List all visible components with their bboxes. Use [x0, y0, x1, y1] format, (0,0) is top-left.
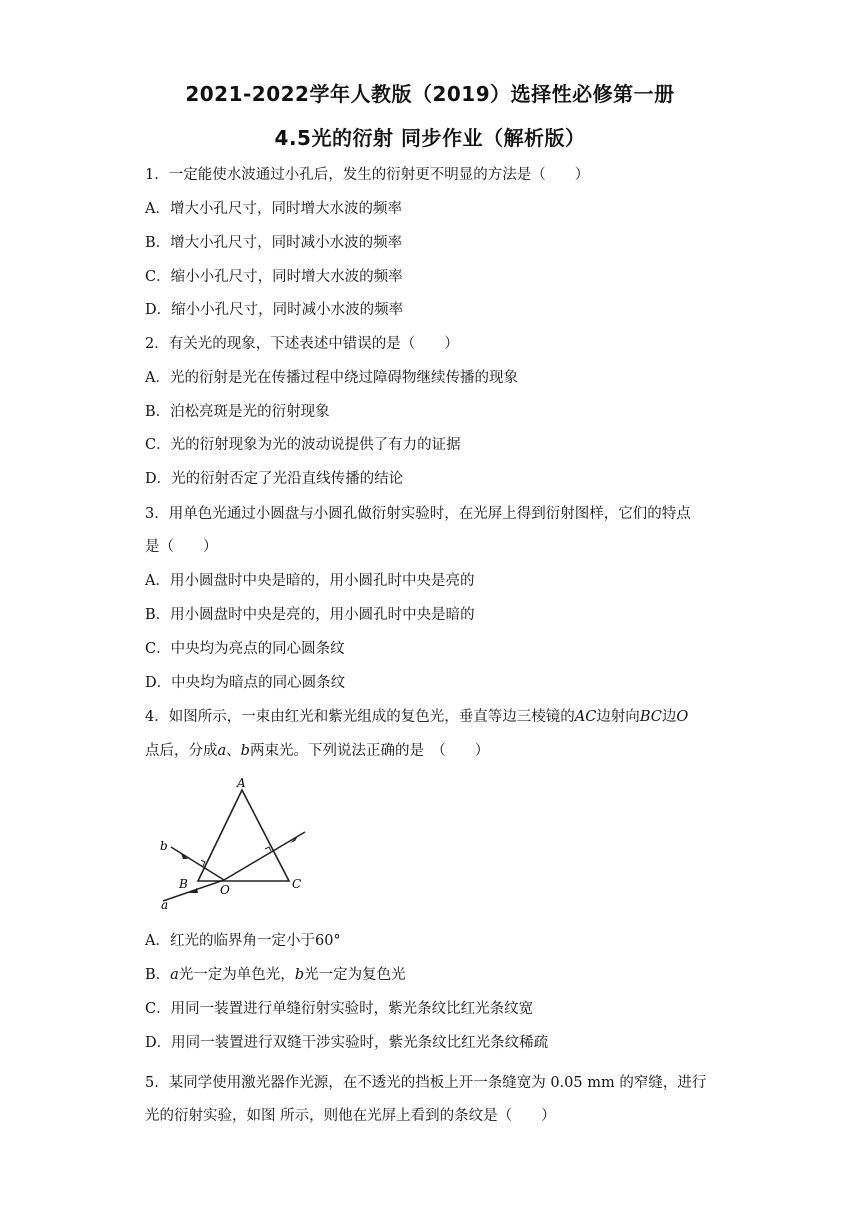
q3-stem-line1: 3．用单色光通过小圆盘与小圆孔做衍射实验时，在光屏上得到衍射图样，它们的特点	[145, 506, 691, 522]
fig-label-b-vertex: B	[179, 877, 188, 891]
q4-label-bc: BC	[639, 709, 662, 725]
prism-diagram	[155, 775, 315, 910]
q4-stem-line1	[145, 705, 688, 726]
q4-stem-text-1: 4．如图所示，一束由红光和紫光组成的复色光，垂直等边三棱镜的	[145, 709, 575, 725]
q1-option-d: D．缩小小孔尺寸，同时减小水波的频率	[145, 302, 404, 318]
q3-option-c: C．中央均为亮点的同心圆条纹	[145, 641, 345, 657]
doc-title-line1: 2021-2022学年人教版（2019）选择性必修第一册	[185, 82, 675, 106]
q3-stem-line2: 是（ ）	[145, 539, 218, 555]
q3-option-b: B．用小圆盘时中央是亮的，用小圆孔时中央是暗的	[145, 607, 475, 623]
fig-label-o: O	[220, 883, 230, 897]
q2-option-b: B．泊松亮斑是光的衍射现象	[145, 404, 330, 420]
q5-stem-line1: 5．某同学使用激光器作光源，在不透光的挡板上开一条缝宽为 0.05 mm 的窄缝，进行	[145, 1075, 707, 1091]
fig-label-c-vertex: C	[292, 877, 302, 891]
q1-option-a: A．增大小孔尺寸，同时增大水波的频率	[145, 201, 402, 217]
q4-stem-text-4: 点后，分成	[145, 743, 218, 759]
q1-option-b: B．增大小孔尺寸，同时减小水波的频率	[145, 235, 403, 251]
q4-stem-text-2: 边射向	[596, 709, 640, 725]
q3-option-a: A．用小圆盘时中央是暗的，用小圆孔时中央是亮的	[145, 573, 475, 589]
q4-option-c: C．用同一装置进行单缝衍射实验时，紫光条纹比红光条纹宽	[145, 1001, 534, 1017]
q4-optb-a: a	[170, 967, 179, 983]
right-angle-mark-left	[201, 860, 205, 866]
q4-option-a: A．红光的临界角一定小于60°	[145, 933, 341, 949]
q5-stem-line2: 光的衍射实验，如图 所示，则他在光屏上看到的条纹是（ ）	[145, 1108, 556, 1124]
q4-stem-line2	[145, 739, 489, 760]
q2-stem: 2．有关光的现象，下述表述中错误的是（ ）	[145, 336, 459, 352]
q4-optb-text1: 光一定为单色光，	[178, 967, 295, 983]
ray-b-arrow	[181, 853, 188, 859]
q3-option-d: D．中央均为暗点的同心圆条纹	[145, 675, 346, 691]
q4-option-d: D．用同一装置进行双缝干涉实验时，紫光条纹比红光条纹稀疏	[145, 1035, 549, 1051]
q2-option-c: C．光的衍射现象为光的波动说提供了有力的证据	[145, 437, 461, 453]
q4-optb-prefix: B．	[145, 967, 171, 983]
q2-option-d: D．光的衍射否定了光沿直线传播的结论	[145, 471, 404, 487]
ray-a-arrow	[189, 888, 198, 893]
ray-b	[171, 847, 224, 880]
q2-option-a: A．光的衍射是光在传播过程中绕过障碍物继续传播的现象	[145, 370, 518, 386]
fig-label-b-ray: b	[160, 839, 168, 853]
prism-triangle	[198, 790, 289, 881]
q4-stem-sep: 、	[226, 743, 241, 759]
q4-label-ac: AC	[574, 709, 597, 725]
q1-option-c: C．缩小小孔尺寸，同时增大水波的频率	[145, 269, 403, 285]
fig-label-a-ray: a	[161, 898, 169, 910]
q4-stem-text-3: 边	[661, 709, 677, 725]
refracted-ray	[224, 832, 305, 880]
q1-stem: 1．一定能使水波通过小孔后，发生的衍射更不明显的方法是（ ）	[145, 167, 590, 183]
q4-label-o: O	[676, 709, 689, 725]
q4-label-a: a	[217, 743, 227, 759]
fig-label-a-vertex: A	[237, 776, 246, 790]
right-angle-mark-right	[265, 847, 271, 851]
q4-optb-text2: 光一定为复色光	[304, 967, 406, 983]
q4-optb-b: b	[294, 967, 305, 983]
q4-label-b: b	[240, 743, 250, 759]
q4-stem-text-5: 两束光。下列说法正确的是 （ ）	[249, 743, 490, 759]
doc-title-line2: 4.5光的衍射 同步作业（解析版）	[274, 126, 586, 150]
q4-option-b	[145, 963, 406, 984]
